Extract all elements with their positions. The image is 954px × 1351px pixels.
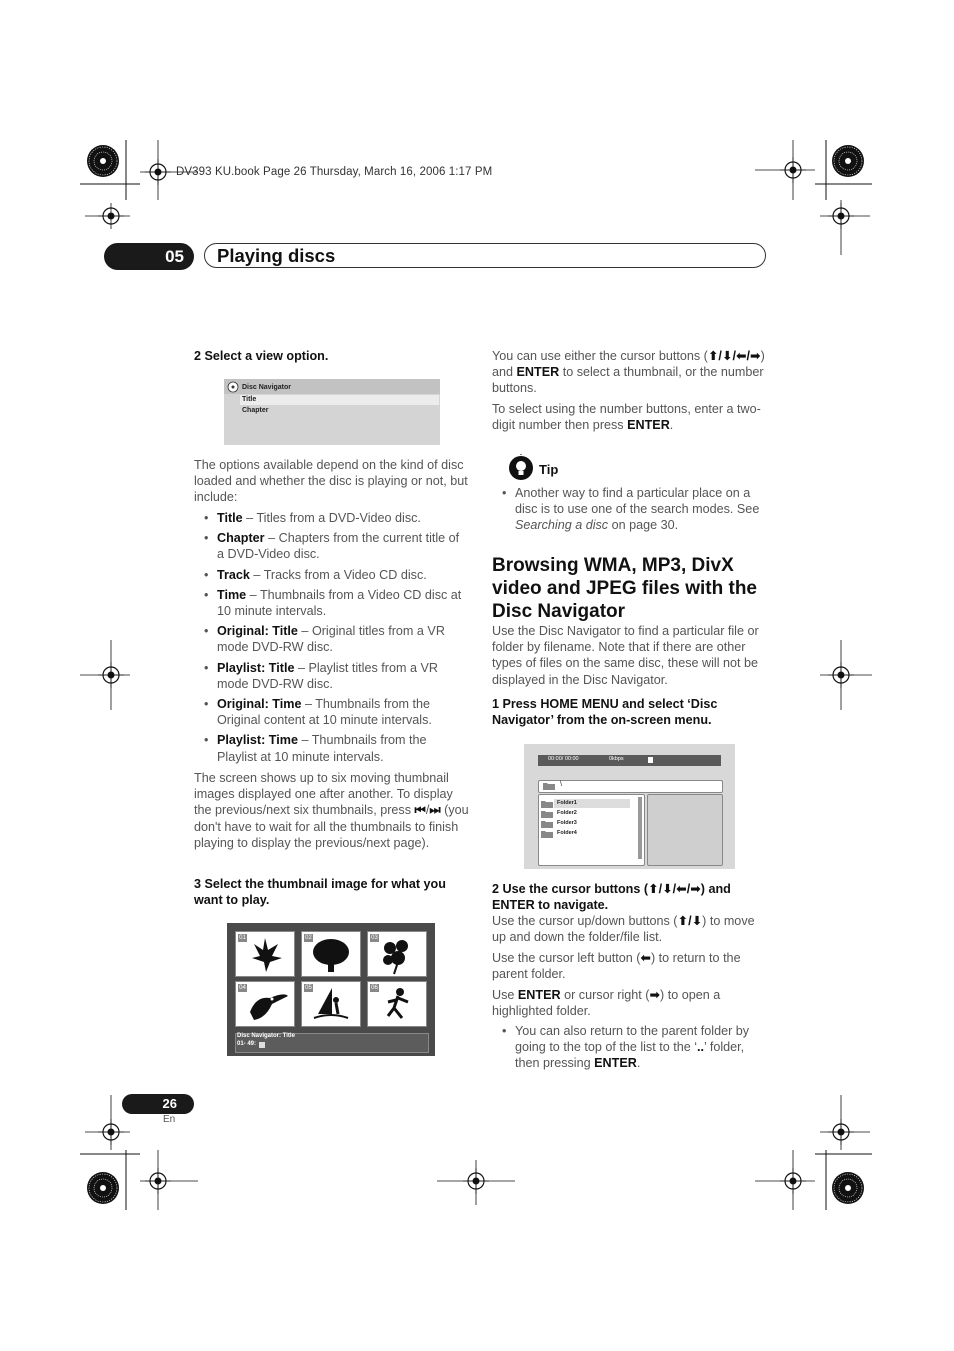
step-2-navigate: 2 Use the cursor buttons (⬆/⬇/⬅/➡) and ENTER to navigate. (492, 882, 731, 913)
tip-label: Tip (539, 462, 559, 477)
options-intro: The options available depend on the kind of disc loaded and whether the disc is playing or not, but include: (194, 458, 468, 505)
enter-paragraph: Use ENTER or cursor right (➡) to open a highlighted folder. (492, 988, 721, 1019)
chapter-title: Playing discs (204, 243, 766, 268)
thumbnail-03[interactable]: 03 (367, 931, 427, 977)
folder-item-3[interactable]: Folder3 (557, 820, 577, 826)
tip-text: • Another way to find a particular place on a disc is to use one of the search modes. See Searching a disc on page 30. (502, 486, 760, 533)
folder-icon (540, 809, 554, 819)
thumbnail-01[interactable]: 01 (235, 931, 295, 977)
option-item: • Original: Time – Thumbnails from the Original content at 10 minute intervals. (204, 697, 432, 728)
step-2-select-view: 2 Select a view option. (194, 349, 329, 363)
disc-navigator-menu-screen (224, 379, 440, 445)
thumbnail-02[interactable]: 02 (301, 931, 361, 977)
thumb-footer-marker (259, 1042, 265, 1048)
language-label: En (163, 1114, 176, 1125)
path-bar (538, 780, 723, 793)
step-3-select-thumbnail: 3 Select the thumbnail image for what you want to play. (194, 877, 446, 908)
thumbnail-06[interactable]: 06 (367, 981, 427, 1027)
up-down-arrow-icons: ⬆/⬇ (677, 914, 703, 928)
page-number: 26 (122, 1094, 194, 1114)
right-arrow-icon: ➡ (649, 988, 661, 1002)
arrow-icons: ⬆/⬇/⬅/➡ (707, 349, 761, 363)
previous-icon: ⏮ (414, 803, 426, 818)
option-item: • Track – Tracks from a Video CD disc. (204, 567, 427, 582)
left-arrow-icon: ⬅ (640, 951, 651, 965)
thumbnail-paragraph: The screen shows up to six moving thumbnail images displayed one after another. To display the previous/next six thumbnails, press ⏮/⏭ (you don't have to wait for all the thumbnails to finish playing to display the previous/next page). (194, 771, 469, 850)
folder-item-2[interactable]: Folder2 (557, 810, 577, 816)
cursor-buttons-paragraph: You can use either the cursor buttons (⬆/⬇/⬅/➡) and ENTER to select a thumbnail, or the number buttons. (492, 349, 765, 396)
section-intro: Use the Disc Navigator to find a particular file or folder by filename. Note that if there are other types of files on the same disc, these will not be displayed in the Disc Navigator. (492, 624, 759, 687)
status-bitrate: 0kbps (609, 756, 624, 762)
option-item: • Original: Title – Original titles from a VR mode DVD-RW disc. (204, 624, 445, 655)
nav-menu-title: Disc Navigator (242, 384, 292, 391)
thumb-footer-time: 01- 49: (237, 1041, 257, 1047)
folder-icon (540, 799, 554, 809)
thumbnail-05[interactable]: 05 (301, 981, 361, 1027)
preview-pane (647, 794, 723, 866)
next-icon: ⏭ (429, 803, 441, 818)
folder-item-1[interactable]: Folder1 (557, 800, 577, 806)
folder-item-4[interactable]: Folder4 (557, 830, 577, 836)
folder-list-scrollbar[interactable] (638, 797, 642, 859)
thumbnail-04[interactable]: 04 (235, 981, 295, 1027)
chapter-number: 05 (104, 243, 194, 270)
section-heading: Browsing WMA, MP3, DivX video and JPEG files with the Disc Navigator (492, 555, 757, 622)
status-time: 00:00/ 00:00 (548, 756, 579, 762)
folder-navigator-screen (524, 744, 735, 869)
parent-folder-bullet: • You can also return to the parent folder by going to the top of the list to the ‘..’ folder, then pressing ENTER. (502, 1024, 750, 1071)
nav-menu-item-title[interactable]: Title (242, 396, 257, 403)
thumbnail-screen (227, 923, 435, 1056)
number-buttons-paragraph: To select using the number buttons, enter a two-digit number then press ENTER. (492, 402, 761, 433)
thumb-footer-title: Disc Navigator: Title (237, 1033, 295, 1039)
updown-paragraph: Use the cursor up/down buttons (⬆/⬇) to move up and down the folder/file list. (492, 914, 755, 945)
option-item: • Playlist: Time – Thumbnails from the Playlist at 10 minute intervals. (204, 733, 427, 764)
options-list (204, 510, 469, 769)
disc-icon (227, 381, 239, 393)
current-path: \ (560, 781, 562, 788)
left-button-paragraph: Use the cursor left button (⬅) to return to the parent folder. (492, 951, 741, 982)
folder-icon (540, 829, 554, 839)
folder-icon (540, 819, 554, 829)
nav-menu-item-chapter[interactable]: Chapter (242, 407, 269, 414)
arrow-icons: ⬆/⬇/⬅/➡ (648, 882, 701, 896)
option-item: • Time – Thumbnails from a Video CD disc at 10 minute intervals. (204, 587, 462, 619)
step-1-home-menu: 1 Press HOME MENU and select ‘Disc Navigator’ from the on-screen menu. (492, 697, 718, 728)
folder-icon (542, 781, 556, 791)
option-item: • Playlist: Title – Playlist titles from a VR mode DVD-RW disc. (204, 660, 438, 691)
tip-lightbulb-icon (507, 454, 535, 482)
option-item: • Chapter – Chapters from the current title of a DVD-Video disc. (204, 531, 460, 562)
status-indicator (648, 757, 653, 763)
book-info-line: DV393 KU.book Page 26 Thursday, March 16, 2006 1:17 PM (176, 166, 493, 178)
option-item: • Title – Titles from a DVD-Video disc. (204, 511, 421, 525)
